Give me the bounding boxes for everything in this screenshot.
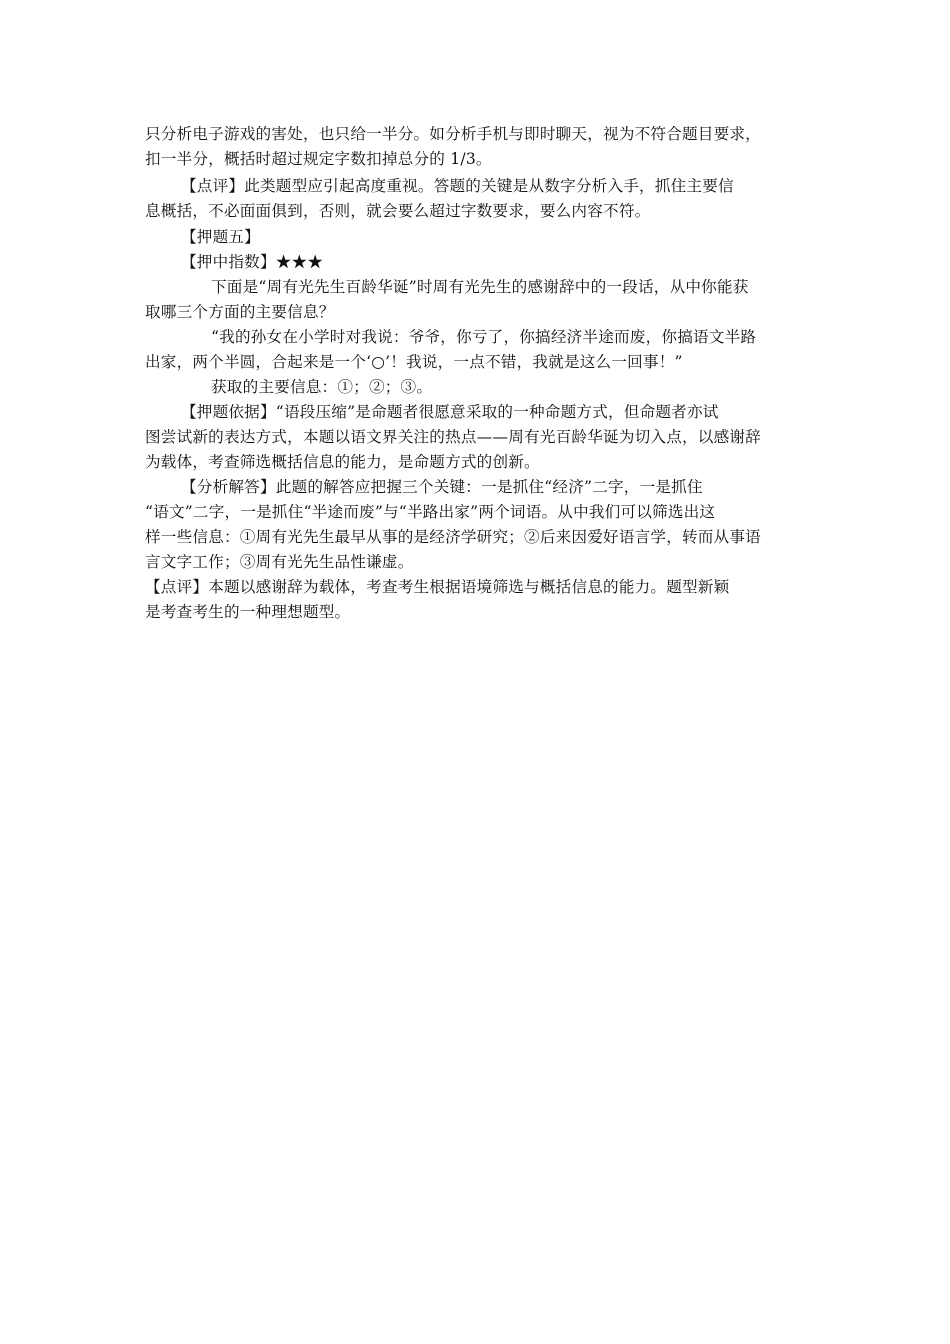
line: 为载体，考查筛选概括信息的能力，是命题方式的创新。 xyxy=(145,453,540,471)
review-label: 【点评】 xyxy=(145,578,209,596)
analysis-paragraph xyxy=(145,475,807,575)
line xyxy=(145,250,807,275)
line: 获取的主要信息：①；②；③。 xyxy=(211,378,433,396)
line xyxy=(145,575,807,600)
basis-paragraph xyxy=(145,400,807,475)
quote-paragraph xyxy=(145,325,807,375)
basis-label: 【押题依据】 xyxy=(181,403,276,421)
section-title-5 xyxy=(145,225,807,250)
review-label: 【点评】 xyxy=(181,177,245,195)
basis-text: “语段压缩”是命题者很愿意采取的一种命题方式，但命题者亦试 xyxy=(275,403,719,421)
review-text: 此类题型应引起高度重视。答题的关键是从数字分析入手，抓住主要信 xyxy=(244,177,734,195)
line: “我的孙女在小学时对我说：爷爷，你亏了，你搞经济半途而废，你搞语文半路 xyxy=(211,328,757,346)
line: 言文字工作；③周有光先生品性谦虚。 xyxy=(145,553,414,571)
line: 取哪三个方面的主要信息？ xyxy=(145,303,335,321)
line: 只分析电子游戏的害处，也只给一半分。如分析手机与即时聊天，视为不符合题目要求， xyxy=(145,125,761,143)
info-prompt xyxy=(145,375,807,400)
analysis-text: 此题的解答应把握三个关键：一是抓住“经济”二字，一是抓住 xyxy=(275,478,703,496)
line: 扣一半分，概括时超过规定字数扣掉总分的 1/3。 xyxy=(145,150,492,168)
paragraph-review-1 xyxy=(145,174,807,224)
line: “语文”二字，一是抓住“半途而废”与“半路出家”两个词语。从中我们可以筛选出这 xyxy=(145,503,716,521)
line: 【押题五】 xyxy=(181,228,260,246)
line xyxy=(145,475,807,500)
line: 是考查考生的一种理想题型。 xyxy=(145,603,351,621)
review-text: 本题以感谢辞为载体，考查考生根据语境筛选与概括信息的能力。题型新颖 xyxy=(208,578,730,596)
stars-rating: ★★★ xyxy=(275,253,324,271)
line: 出家，两个半圆，合起来是一个‘○’！我说，一点不错，我就是这么一回事！” xyxy=(145,353,683,371)
line: 样一些信息：①周有光先生最早从事的是经济学研究；②后来因爱好语言学，转而从事语 xyxy=(145,528,761,546)
question-paragraph xyxy=(145,275,807,325)
line: 图尝试新的表达方式，本题以语文界关注的热点——周有光百龄华诞为切入点，以感谢辞 xyxy=(145,428,761,446)
line: 息概括，不必面面俱到，否则，就会要么超过字数要求，要么内容不符。 xyxy=(145,202,651,220)
analysis-label: 【分析解答】 xyxy=(181,478,276,496)
line xyxy=(145,400,807,425)
line xyxy=(145,174,807,199)
paragraph-scoring xyxy=(145,122,807,172)
hit-index-label: 【押中指数】 xyxy=(181,253,276,271)
hit-index xyxy=(145,250,807,275)
line: 下面是“周有光先生百龄华诞”时周有光先生的感谢辞中的一段话，从中你能获 xyxy=(211,278,749,296)
paragraph-review-2 xyxy=(145,575,807,625)
